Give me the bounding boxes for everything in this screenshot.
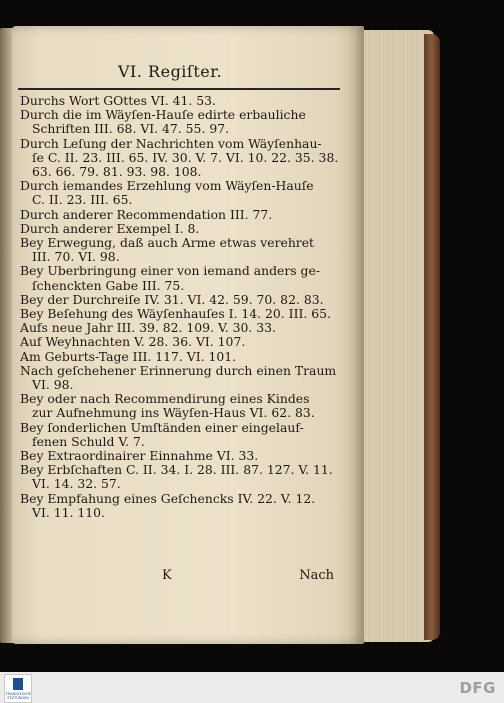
entry-line: III. 70. VI. 98. bbox=[32, 250, 120, 265]
entry-line: Bey Erbſchaften C. II. 34. I. 28. III. 87. 127. V. 11. bbox=[20, 463, 333, 478]
entry-line: Durch Leſung der Nachrichten vom Wäyſenhau- bbox=[20, 136, 322, 151]
entry-line: Bey Extraordinairer Einnahme VI. 33. bbox=[20, 449, 259, 464]
entry-line: ſchenckten Gabe III. 75. bbox=[32, 278, 185, 293]
viewer-footer-bar bbox=[0, 672, 504, 703]
entry-line: Bey Empfahung eines Geſchencks IV. 22. V. 12. bbox=[20, 491, 316, 506]
entry-line: Bey Erwegung, daß auch Arme etwas verehret bbox=[20, 236, 315, 251]
dfg-logo[interactable]: DFG bbox=[459, 679, 496, 697]
entry-line: Bey oder nach Recommendirung eines Kindes bbox=[20, 392, 310, 407]
entry-line: Bey Uberbringung einer von iemand anders ge- bbox=[20, 264, 321, 279]
page-edges bbox=[356, 30, 434, 642]
francke-emblem-icon bbox=[13, 678, 23, 690]
entry-line: VI. 98. bbox=[32, 378, 74, 393]
entry-line: Bey Beſehung des Wäyſenhauſes I. 14. 20. III. 65. bbox=[20, 307, 331, 322]
francke-logo[interactable] bbox=[4, 674, 32, 703]
entry-line: Bey ſonderlichen Umſtänden einer eingelauf- bbox=[20, 420, 304, 435]
entry-line: Durch iemandes Erzehlung vom Wäyſen-Hauſe bbox=[20, 179, 314, 194]
francke-logo-text: FRANCKESCHE STIFTUNGEN bbox=[6, 692, 31, 700]
header-rule bbox=[18, 88, 340, 90]
entry-line: Durch anderer Exempel I. 8. bbox=[20, 221, 200, 236]
entry-line: Bey der Durchreiſe IV. 31. VI. 42. 59. 70. 82. 83. bbox=[20, 292, 324, 307]
catchword: Nach bbox=[299, 568, 334, 583]
entry-line: Am Geburts-Tage III. 117. VI. 101. bbox=[20, 349, 237, 364]
entry-line: Durchs Wort GOttes VI. 41. 53. bbox=[20, 94, 216, 108]
entry-line: Durch die im Wäyſen-Hauſe edirte erbauliche bbox=[20, 108, 306, 123]
entry-line: C. II. 23. III. 65. bbox=[32, 193, 133, 208]
entry-line: Aufs neue Jahr III. 39. 82. 109. V. 30. 33. bbox=[20, 321, 276, 336]
page-title: VI. Regiſter. bbox=[118, 62, 223, 81]
entry-line: 63. 66. 79. 81. 93. 98. 108. bbox=[32, 165, 202, 180]
running-header bbox=[18, 62, 342, 88]
entry-line: ſe C. II. 23. III. 65. IV. 30. V. 7. VI. 10. 22. 35. 38. bbox=[32, 150, 339, 165]
book-cover-edge bbox=[424, 34, 440, 640]
entry-line: Schriften III. 68. VI. 47. 55. 97. bbox=[32, 122, 230, 137]
entry-line: VI. 11. 110. bbox=[32, 505, 105, 520]
signature-mark: K bbox=[162, 568, 172, 583]
entry-line: Durch anderer Recommendation III. 77. bbox=[20, 207, 273, 222]
register-entries bbox=[20, 94, 340, 520]
entry-line: zur Aufnehmung ins Wäyſen-Haus VI. 62. 83. bbox=[32, 406, 315, 421]
entry-line: fenen Schuld V. 7. bbox=[32, 434, 145, 449]
entry-line: Auf Weyhnachten V. 28. 36. VI. 107. bbox=[20, 335, 246, 350]
page-footer bbox=[20, 568, 340, 588]
entry-line: Nach geſchehener Erinnerung durch einen Traum bbox=[20, 363, 337, 378]
entry-line: VI. 14. 32. 57. bbox=[32, 477, 121, 492]
